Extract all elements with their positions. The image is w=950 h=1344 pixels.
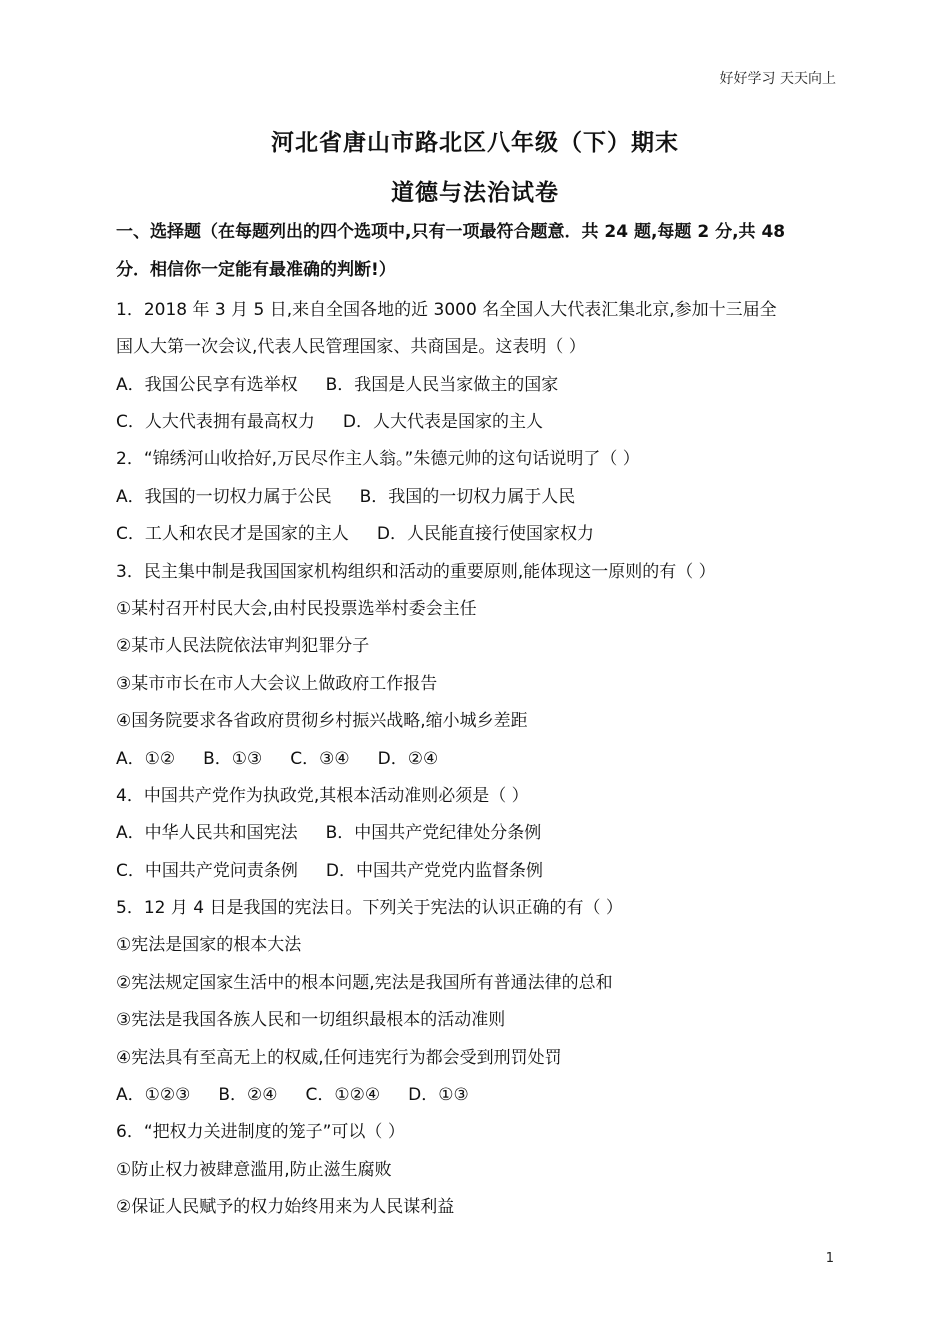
q3-option-b: B．①③ bbox=[203, 749, 263, 769]
q3-option-c: C．③④ bbox=[290, 749, 350, 769]
q1-stem-line2: 国人大第一次会议,代表人民管理国家、共商国是。这表明（ ） bbox=[116, 337, 586, 357]
q5-option-b: B．②④ bbox=[218, 1085, 278, 1105]
q5-statement-1: ①宪法是国家的根本大法 bbox=[116, 935, 302, 955]
q6-statement-2: ②保证人民赋予的权力始终用来为人民谋利益 bbox=[116, 1197, 455, 1217]
q4-options-row1 bbox=[116, 818, 840, 843]
q2-option-a: A．我国的一切权力属于公民 bbox=[116, 487, 332, 507]
q4-stem: 4．中国共产党作为执政党,其根本活动准则必须是（ ） bbox=[116, 786, 529, 806]
q3-statement-1: ①某村召开村民大会,由村民投票选举村委会主任 bbox=[116, 599, 477, 619]
q3-statement-4: ④国务院要求各省政府贯彻乡村振兴战略,缩小城乡差距 bbox=[116, 711, 528, 731]
q5-option-d: D．①③ bbox=[408, 1085, 469, 1105]
q3-option-d: D．②④ bbox=[377, 749, 439, 769]
q6-statement-1: ①防止权力被肆意滥用,防止滋生腐败 bbox=[116, 1160, 392, 1180]
section-heading-line2: 分．相信你一定能有最准确的判断!） bbox=[116, 260, 396, 280]
exam-title-line2: 道德与法治试卷 bbox=[391, 180, 559, 206]
section-heading-line1: 一、选择题（在每题列出的四个选项中,只有一项最符合题意．共 24 题,每题 2 分,共 48 bbox=[116, 222, 786, 242]
exam-title-line1: 河北省唐山市路北区八年级（下）期末 bbox=[271, 130, 679, 156]
q5-statement-3: ③宪法是我国各族人民和一切组织最根本的活动准则 bbox=[116, 1010, 506, 1030]
q1-option-b: B．我国是人民当家做主的国家 bbox=[325, 375, 559, 395]
q4-option-d: D．中国共产党党内监督条例 bbox=[325, 861, 543, 881]
header-motto: 好好学习 天天向上 bbox=[719, 71, 836, 87]
q2-option-b: B．我国的一切权力属于人民 bbox=[359, 487, 576, 507]
page-number: 1 bbox=[825, 1251, 834, 1266]
q4-option-b: B．中国共产党纪律处分条例 bbox=[325, 823, 542, 843]
q5-options-row bbox=[116, 1080, 840, 1105]
q2-option-d: D．人民能直接行使国家权力 bbox=[376, 524, 594, 544]
q4-options-row2 bbox=[116, 856, 840, 881]
q5-statement-4: ④宪法具有至高无上的权威,任何违宪行为都会受到刑罚处罚 bbox=[116, 1048, 562, 1068]
q4-option-c: C．中国共产党问责条例 bbox=[116, 861, 298, 881]
q6-stem: 6．“把权力关进制度的笼子”可以（ ） bbox=[116, 1122, 405, 1142]
q1-options-row1 bbox=[116, 370, 840, 395]
q2-options-row2 bbox=[116, 519, 840, 544]
q5-option-c: C．①②④ bbox=[305, 1085, 381, 1105]
q2-stem: 2．“锦绣河山收拾好,万民尽作主人翁。”朱德元帅的这句话说明了（ ） bbox=[116, 449, 640, 469]
q1-option-a: A．我国公民享有选举权 bbox=[116, 375, 298, 395]
q5-option-a: A．①②③ bbox=[116, 1085, 191, 1105]
q3-statement-2: ②某市人民法院依法审判犯罪分子 bbox=[116, 636, 370, 656]
q3-statement-3: ③某市市长在市人大会议上做政府工作报告 bbox=[116, 674, 438, 694]
q1-options-row2 bbox=[116, 407, 840, 432]
q1-stem-line1: 1．2018 年 3 月 5 日,来自全国各地的近 3000 名全国人大代表汇集北京,参加十三届全 bbox=[116, 300, 777, 320]
q5-statement-2: ②宪法规定国家生活中的根本问题,宪法是我国所有普通法律的总和 bbox=[116, 973, 613, 993]
q1-option-d: D．人大代表是国家的主人 bbox=[342, 412, 543, 432]
q3-option-a: A．①② bbox=[116, 749, 176, 769]
q5-stem: 5．12 月 4 日是我国的宪法日。下列关于宪法的认识正确的有（ ） bbox=[116, 898, 623, 918]
q3-stem: 3．民主集中制是我国国家机构组织和活动的重要原则,能体现这一原则的有（ ） bbox=[116, 562, 716, 582]
q1-option-c: C．人大代表拥有最高权力 bbox=[116, 412, 315, 432]
q2-options-row1 bbox=[116, 482, 840, 507]
q4-option-a: A．中华人民共和国宪法 bbox=[116, 823, 298, 843]
q3-options-row bbox=[116, 744, 840, 769]
q2-option-c: C．工人和农民才是国家的主人 bbox=[116, 524, 349, 544]
